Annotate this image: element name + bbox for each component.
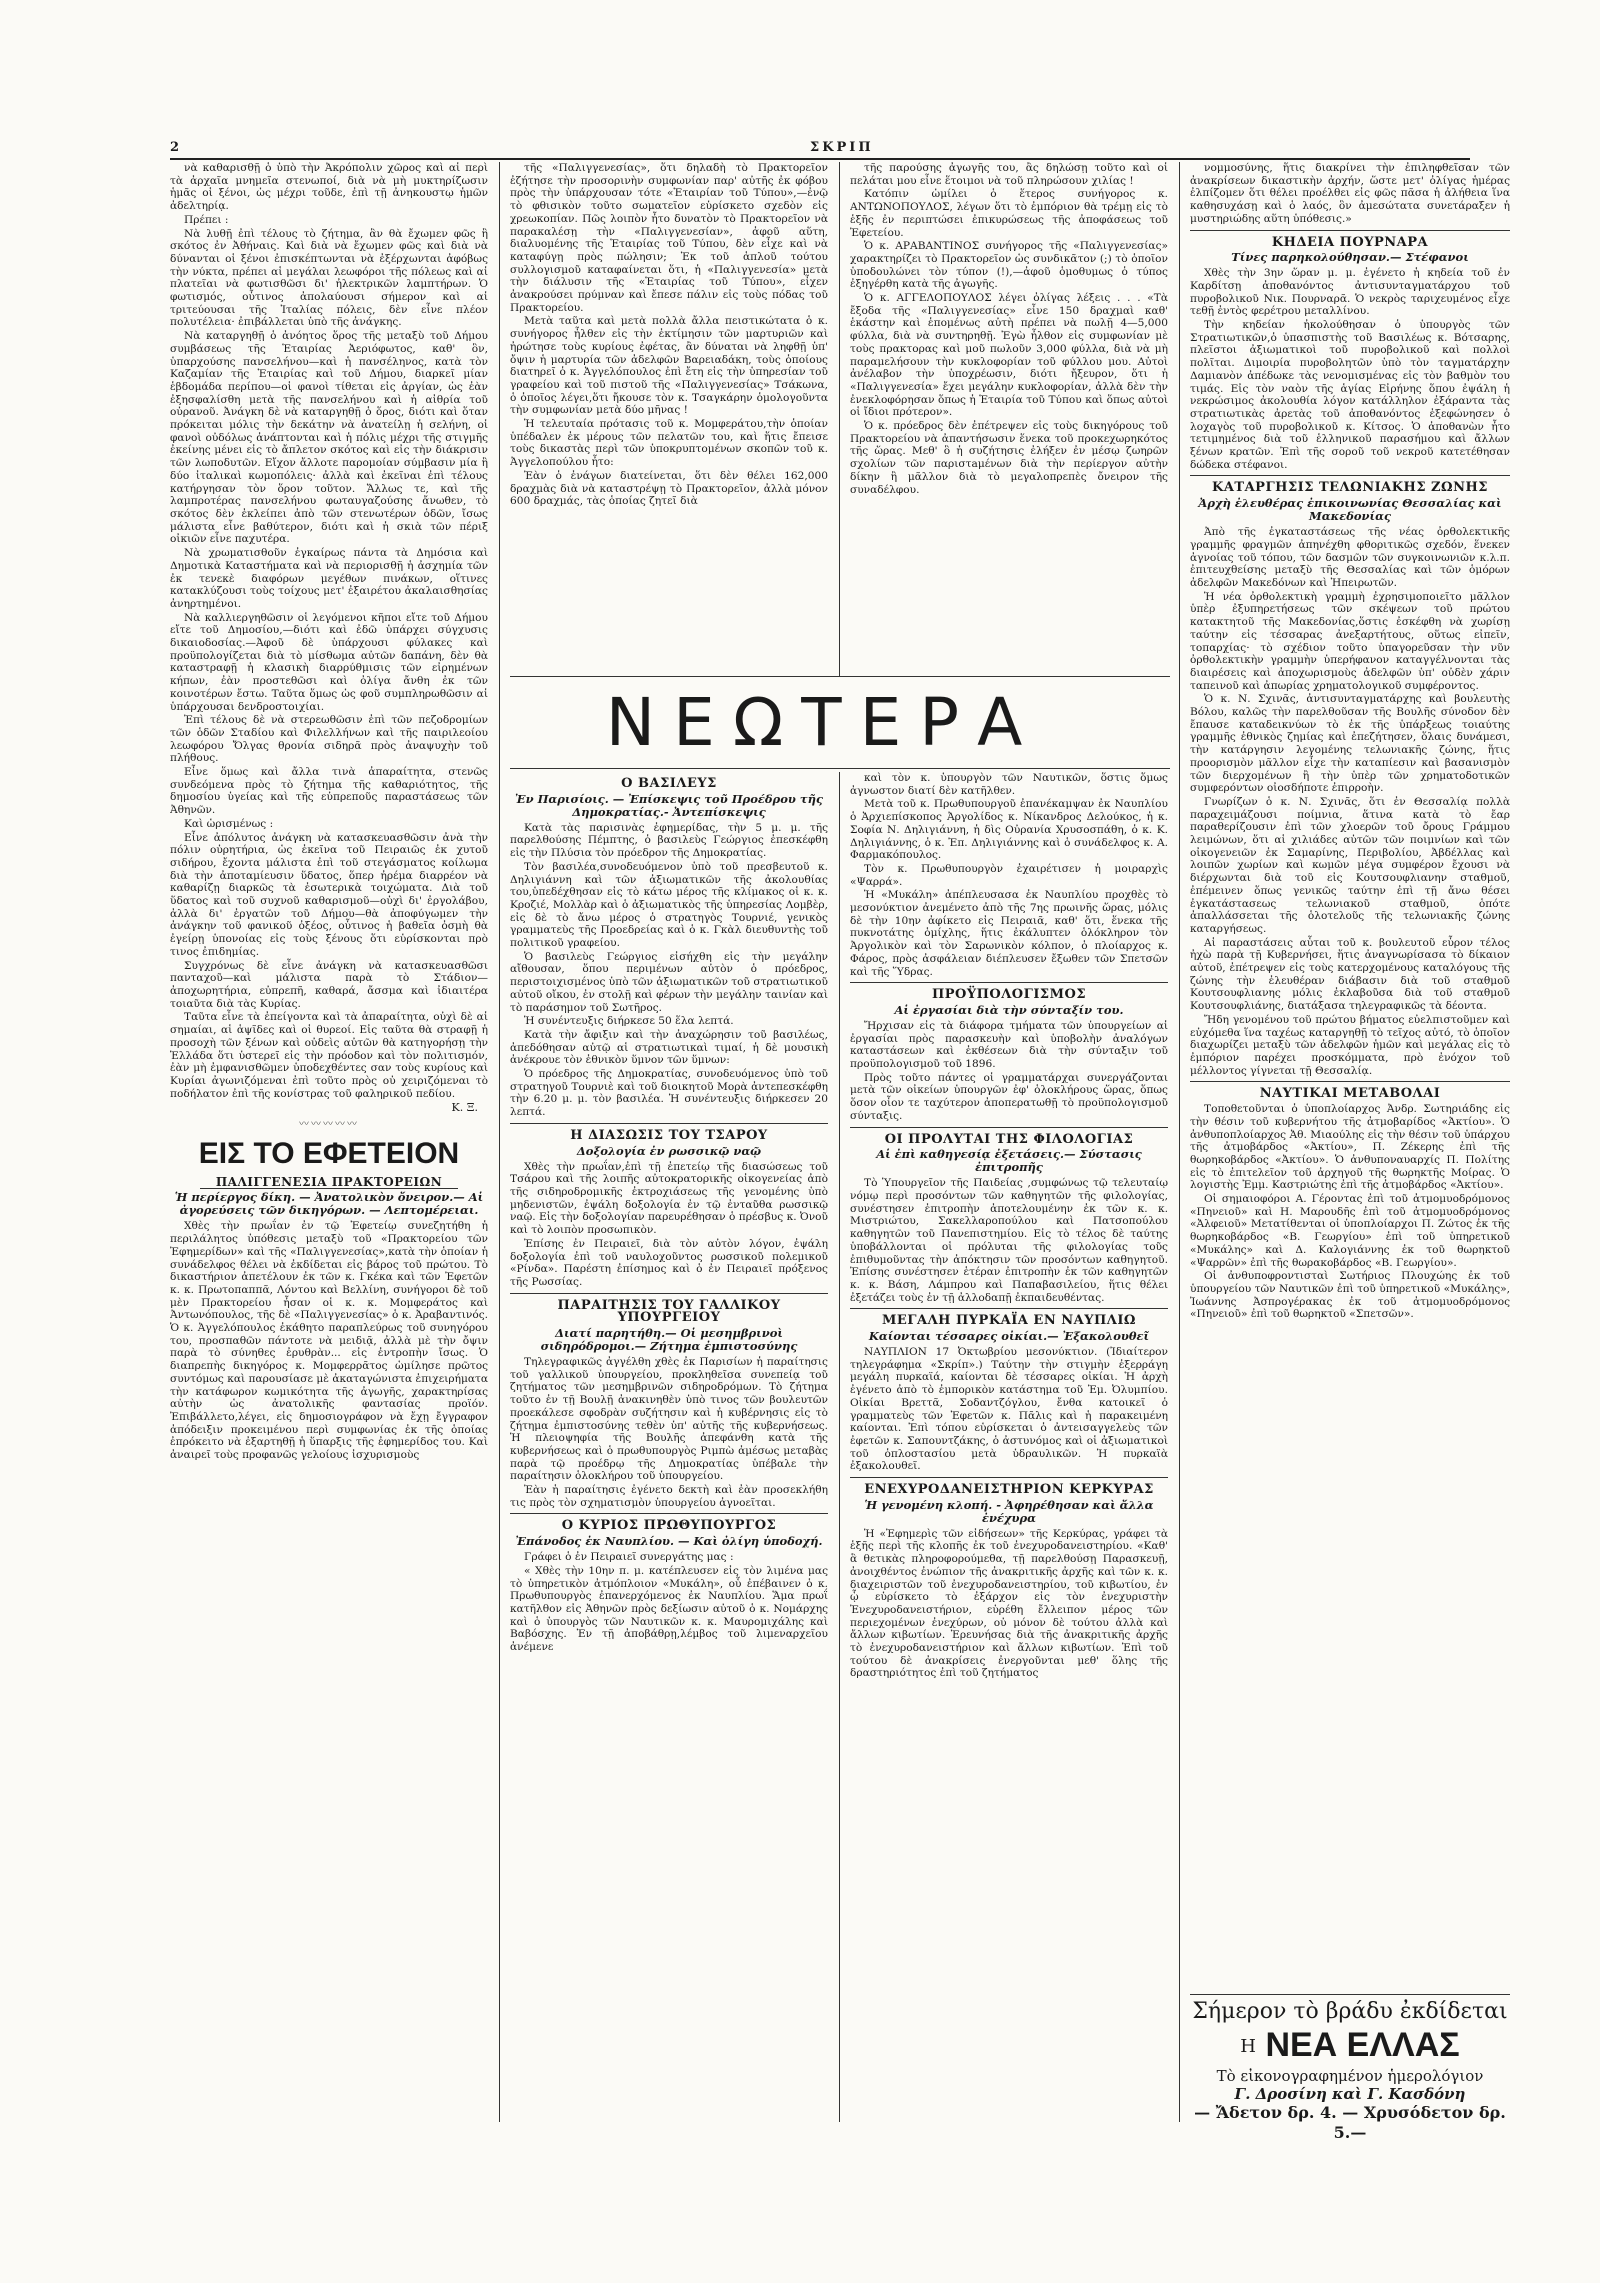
paragraph: Ἐπὶ τέλους δὲ νὰ στερεωθῶσιν ἐπὶ τῶν πεζοδρομίων τῶν ὁδῶν Σταδίου καὶ Φιλελλήνων καὶ τῆς παιριλεοίου λεωφόρου Ὄλγας θρονία σιδηρᾶ πρὸς ἀναψυχὴν τοῦ πλήθους. [170,714,488,765]
paragraph: Εἶνε ὅμως καὶ ἄλλα τινὰ ἀπαραίτητα, στενῶς συνδεόμενα πρὸς τὸ ζήτημα τῆς καθαριότητος, τῆς δημοσίου ὑγείας καὶ τῆς εὐπρεποῦς παραστάσεως τῶν Ἀθηνῶν. [170,766,488,817]
paragraph: Ἡ «Μυκάλη» ἀπέπλευσασα ἐκ Ναυπλίου προχθὲς τὸ μεσονύκτιον ἀνεμένετο ἀπὸ τῆς 7ης πρωινῆς ὥρας, μόλις δὲ τὴν 10ην ἀφίκετο εἰς Πειραιᾶ, καθ' ὅτι, ἕνεκα τῆς πυκνοτάτης ὁμίχλης, ἥτις ἐκάλυπτεν ὁλόκληρον τὸν Ἀργολικὸν καὶ τὸν Σαρωνικὸν κόλπον, ὁ πλοίαρχος κ. Φάρος, πρὸς ἀσφάλειαν διέπλευσεν ἔξωθεν τῶν Σπετσῶν καὶ τῆς Ὕδρας. [850,889,1168,978]
paragraph: Ὁ κ. ΑΓΓΕΛΟΠΟΥΛΟΣ λέγει ὀλίγας λέξεις . . . «Τὰ ἔξοδα τῆς «Παλιγγενεσίας» εἶνε 150 δραχμαὶ καθ' ἑκάστην καὶ ἑπομένως αὐτὴ πρέπει νὰ πωλῇ 4—5,000 φύλλα, διὰ νὰ συντηρηθῇ. Ἐγὼ ἦλθον εἰς συμφωνίαν μὲ τοὺς πρακτορας καὶ μοῦ πωλοῦν 3,000 φύλλα, διὰ νὰ μὴ παραμελήσουν τὴν κυκλοφορίαν τοῦ φύλλου μου. Αὐτοὶ ἀνέλαβον τὴν ὑποχρέωσιν, διότι ἤξευρον, ὅτι ἡ «Παλιγγενεσία» ἔχει μεγάλην κυκλοφορίαν, ἀλλὰ δὲν τὴν ἐνεκλοφόρησαν ὅπως ἡ Ἑταιρία τοῦ Τύπου καὶ ὅπως αὐτοὶ οἱ ἴδιοι πρότερον». [850,292,1168,419]
paragraph: Χθὲς τὴν 3ην ὥραν μ. μ. ἐγένετο ἡ κηδεία τοῦ ἐν Καρδίτσῃ ἀποθανόντος ἀντισυνταγματάρχου τοῦ πυροβολικοῦ Νικ. Πουρναρᾶ. Ὁ νεκρὸς ταριχευμένος εἶχε τεθῇ ἐντὸς φερέτρου μεταλλίνου. [1190,267,1510,318]
subheadline-enex: Ἡ γενομένη κλοπή. - Ἀφηρέθησαν καὶ ἄλλα ἐνέχυρα [864,1497,1154,1525]
paragraph: ΝΑΥΠΛΙΟΝ 17 Ὀκτωβρίου μεσονύκτιον. (Ἰδιαίτερον τηλεγράφημα «Σκρίπ».) Ταύτην τὴν στιγμὴν ἐξερράγη μεγάλη πυρκαϊά, καίονται δὲ τέσσαρες οἰκίαι. Ἡ ἀρχὴ ἐγένετο ἀπὸ τὸ ἐμπορικὸν κατάστημα τοῦ Ἐμ. Ὀλυμπίου. Οἰκίαι Βρεττᾶ, Σοδαντζόγλου, ἔνθα κατοικεῖ ὁ γραμματεὺς τῶν Ἐφετῶν κ. Πᾶλις καὶ ἡ παρακειμένη καίονται. Ἐπὶ τόπου εὑρίσκεται ὁ ἀντεισαγγελεὺς τῶν ἐφετῶν κ. Σαπουντζάκης, ὁ ἀστυνόμος καὶ οἱ ἀξιωματικοὶ τοῦ ὁπλοστασίου μετὰ ὑδραυλικῶν. Ἡ πυρκαϊὰ ἐξακολουθεῖ. [850,1346,1168,1473]
section-rule [850,1308,1168,1309]
paragraph: τῆς παρούσης ἀγωγῆς του, ἂς δηλώσῃ τοῦτο καὶ οἱ πελάται μου εἶνε ἕτοιμοι νὰ τοῦ πληρώσουν χιλίας ! [850,162,1168,187]
headline-diasosis: Η ΔΙΑΣΩΣΙΣ ΤΟΥ ΤΣΑΡΟΥ [570,1127,768,1143]
paragraph: Ἤδη γενομένου τοῦ πρώτου βήματος εὐελπιστοῦμεν καὶ εὐχόμεθα ἵνα ταχέως καταργηθῇ τὸ τεῖχος αὐτό, τὸ ὁποῖον διαχωρίζει μεταξὺ τῶν ἀδελφῶν ἡμῶν καὶ μεγάλας εἰς τὸ ἐμπόριον παρέχει προσκόμματα, πρὸ ἐνόχον τοῦ μέλλοντος γίγνεται τῇ Θεσσαλίᾳ. [1190,1013,1510,1077]
paragraph: τῆς «Παλιγγενεσίας», ὅτι δηλαδὴ τὸ Πρακτορεῖον ἐζήτησε τὴν προσορινὴν συμφωνίαν παρ' αὐτῆς ἐκ φόβου πρὸς τὴν ὑπάρχουσαν τότε «Ἑταιρίαν τοῦ Τύπου»,—ἐνῷ τὸ φθισικὸν τοῦτο σωματεῖον εὑρίσκετο σχεδὸν εἰς χρεωκοπίαν. Πῶς λοιπὸν ἦτο δυνατὸν τὸ Πρακτορεῖον νὰ παρακαλέσῃ τὴν «Παλιγγενεσίαν», ἀφοῦ αὕτη, διαλυομένης τῆς Ἑταιρίας τοῦ Τύπου, δὲν εἶχε καὶ νὰ καταφύγῃ πρὸς πώλησιν; Ἐκ τοῦ ἁπλοῦ τούτου συλλογισμοῦ καταφαίνεται ὅτι, ἡ «Παλιγγενεσία» μετὰ τὴν διάλυσιν τῆς «Ἑταιρίας τοῦ Τύπου», εἶχεν ἀνακρούσει πρύμναν καὶ ἔπεσε πάλιν εἰς τοὺς πόδας τοῦ Πρακτορείου. [510,162,828,314]
column-divider-1 [499,162,500,2122]
headline-katargisis: ΚΑΤΑΡΓΗΣΙΣ ΤΕΛΩΝΙΑΚΗΣ ΖΩΝΗΣ [1212,480,1488,496]
ad-authors: Γ. Δροσίνη καὶ Γ. Κασδόνη [1234,2085,1466,2104]
paragraph: Εἶνε ἀπόλυτος ἀνάγκη νὰ κατασκευασθῶσιν ἀνὰ τὴν πόλιν οὐρητήρια, ὡς ἐκεῖνα τοῦ Πειραιῶς ἐκ χυτοῦ σιδήρου, ἔχοντα μάλιστα ἐπὶ τοῦ στεγάσματος κοίλωμα διὰ τὴν ἀποταμίευσιν ὕδατος, ὅπερ ἠρέμα διαρρέον νὰ καθαρίζῃ διαρκῶς τὰ ἐσωτερικὰ τοιχώματα. Διὰ τοῦ ὕδατος καὶ τοῦ συχνοῦ καθαρισμοῦ—οὐχὶ δι' ἐργολάβου, ἀλλὰ δι' ἐργατῶν τοῦ Δήμου—θὰ ἀποφύγωμεν τὴν ἀνάγκην τοῦ φανικοῦ ὀξέος, οὗτινος ἡ βαθεῖα ὀσμὴ θὰ ἐγείρῃ ὑπονοίας εἰς τοὺς ξένους ὅτι εὑρίσκονται πρὸ τινος ἐπιδημίας. [170,831,488,958]
section-rule [1190,475,1510,476]
ad-article: Η [1240,2036,1256,2058]
paragraph: Κατόπιν ὡμίλει ὁ ἕτερος συνήγορος κ. ΑΝΤΩΝΟΠΟΥΛΟΣ, λέγων ὅτι τὸ ἐμπόριον θὰ τρέμῃ εἰς τὸ ἑξῆς ἐν περιπτώσει ἐπικυρώσεως τῆς ἀποφάσεως τοῦ Ἐφετείου. [850,188,1168,239]
section-rule [1190,1081,1510,1082]
subheadline-paraitisis: Διατί παρητήθη.— Οἱ μεσημβρινοὶ σιδηρόδρομοι.— Ζήτημα ἐμπιστοσύνης [540,1326,798,1354]
page-number: 2 [170,140,180,155]
headline-naftikai: ΝΑΥΤΙΚΑΙ ΜΕΤΑΒΟΛΑΙ [1259,1086,1441,1102]
paragraph: Τὸν κ. Πρωθυπουργὸν ἐχαιρέτισεν ἡ μοιραρχὶς «Ψαρρά». [850,862,1168,888]
paragraph: Οἱ σημαιοφόροι Α. Γέροντας ἐπὶ τοῦ ἀτμομυοδρόμονος «Πηνειοῦ» καὶ Η. Μαρουδῆς ἐπὶ τοῦ ἀτμομυοδρόμονος «Ἀλφειοῦ» Μετατίθενται οἱ ὑποπλοίαρχοι Π. Ζώτος ἐκ τῆς θωρηκοβάρδος «Β. Γεωργίου» ἐπὶ τοῦ ὑπηρετικοῦ «Μυκάλης» καὶ Δ. Καλογιάννης ἐκ τοῦ θωρηκτοῦ «Ψαρρῶν» ἐπὶ τῆς θωρακοβάρδος «Β. Γεωργίου». [1190,1193,1510,1269]
ad-title [1190,2025,1510,2067]
decorative-rule: 〰〰〰〰〰 [299,1119,359,1131]
headline-proypologismos: ΠΡΟΫΠΟΛΟΓΙΣΜΟΣ [931,987,1087,1003]
column-2-top [510,162,828,674]
column-2-bottom [510,772,828,2122]
subheadline-katargisis: Ἀρχὴ ἐλευθέρας ἐπικοινωνίας Θεσσαλίας καὶ Μακεδονίας [1198,496,1502,524]
paragraph: Οἱ ἀνθυποφροντισταὶ Σωτήριος Πλουχώης ἐκ τοῦ ὑπουργείου τῶν Ναυτικῶν ἐπὶ τοῦ ὑπηρετικοῦ «Μυκάλης», Ἰωάννης Ἀσπρογέρακας ἐκ τοῦ ἀτμομυοδρόμονος «Πηνειοῦ» ἐπὶ τοῦ θωρηκτοῦ «Σπετσῶν». [1190,1270,1510,1321]
column-1 [170,162,488,2122]
paragraph: Πρὸς τοῦτο πάντες οἱ γραμματάρχαι συνεργάζονται μετὰ τῶν οἰκείων ὑπουργῶν ἐφ' ὁλοκλήρους ὥρας, ὅπως ὅσον οἷον τε ταχύτερον ἀποπερατωθῇ τὸ προϋπολογισμοῦ σύνταξις. [850,1071,1168,1122]
subheadline-proylates: Αἱ ἐπὶ καθηγεσίᾳ ἐξετάσεις.— Σύστασις ἐπιτροπῆς [876,1147,1142,1175]
banner-rule-top [510,676,1170,677]
header-rule [170,158,1470,160]
headline-efeteion: ΕΙΣ ΤΟ ΕΦΕΤΕΙΟΝ [198,1136,460,1170]
section-rule [510,1123,828,1124]
ad-rule-top [1190,1994,1510,1995]
headline-enexyrodaneistirion: ΕΝΕΧΥΡΟΔΑΝΕΙΣΤΗΡΙΟΝ ΚΕΡΚΥΡΑΣ [864,1482,1154,1498]
paragraph: Τὸν βασιλέα,συνοδευόμενον ὑπὸ τοῦ πρεσβευτοῦ κ. Δηλιγιάννη καὶ τῶν ἀξιωματικῶν τῆς ἀκολουθίας του,ὑπεδέχθησαν εἰς τὸ κάτω μέρος τῆς κλίμακος οἱ κ. κ. Κροζιέ, Μολλὰρ καὶ ὁ ἀξιωματικὸς τῆς ὑπηρεσίας Λομβὲρ, εἰς δὲ τὸ ἄνω μέρος ὁ στρατηγὸς Τουρνιέ, γενικὸς γραμματεὺς τῆς Προεδρείας καὶ ὁ κ. Γκὰλ διευθυντὴς τοῦ πολιτικοῦ γραφείου. [510,860,828,950]
paragraph: Συγχρόνως δὲ εἶνε ἀνάγκη νὰ κατασκευασθῶσι πανταχοῦ—καὶ μάλιστα παρὰ τὸ Στάδιον— ἀποχωρητήρια, εὐπρεπῆ, καθαρά, ἄσσμα καὶ ἰδιαιτέρα τοιαῦτα διὰ τὰς Κυρίας. [170,959,488,1010]
paragraph: Ὁ κ. ΑΡΑΒΑΝΤΙΝΟΣ συνήγορος τῆς «Παλιγγενεσίας» χαρακτηρίζει τὸ Πρακτορεῖον ὡς συνδικᾶτον (;) τὸ ὁποῖον ὑποδουλώνει τὸν τύπον (!),—ἀφοῦ ὁμοθυμως ὁ τύπος ἐξηγέρθη κατὰ τῆς ἀγωγῆς. [850,240,1168,291]
paragraph: Ταῦτα εἶνε τὰ ἐπείγοντα καὶ τὰ ἀπαραίτητα, οὐχὶ δὲ αἱ σημαίαι, αἱ ἁψῖδες καὶ οἱ θυρεοί. Εἰς ταῦτα θὰ στραφῇ ἡ προσοχὴ τῶν ξένων καὶ οὐδεὶς αὐτῶν θὰ κατηγορήσῃ τὴν Ἑλλάδα ὅτι ὑστερεῖ εἰς τὴν πρόοδον καὶ τὸν πολιτισμόν, ἐὰν μὴ ἐμφανισθῶμεν ὑποδεχθέντες σαν τοὺς κυρίους καὶ Κυρίαι ἀγωνιζόμεναι ἐπὶ τοῦτο πρὸς οὐ χειριζόμεναι τὸ ποδήλατον ἐπὶ τῆς κονίστρας τοῦ φαληρικοῦ πεδίου. [170,1011,488,1100]
headline-kyrios-prothypourgos: Ο ΚΥΡΙΟΣ ΠΡΩΘΥΠΟΥΡΓΟΣ [561,1518,777,1534]
paragraph: Τοποθετοῦνται ὁ ὑποπλοίαρχος Ἀνδρ. Σωτηριάδης εἰς τὴν θέσιν τοῦ κυβερνήτου τῆς ἀτμοβαρίδος «Ἀκτίου». Ὁ ἀνθυποπλοίαρχος Ἀθ. Μιαούλης εἰς τὴν θέσιν τοῦ ὑπάρχου τῆς ἀτμοβάρδος «Ἀκτίου», Π. Ζέκερης ἐπὶ τῆς θωρηκοβάρδος «Ἀκτίου». Ὁ ἀνθυποναυαρχίς Π. Πολίτης εἰς τὸ ἐπιτελεῖον τοῦ ἀρχηγοῦ τῆς θωρηκτῆς Μοίρας. Ὁ λογιστὴς Ἐμμ. Καστριώτης ἐπὶ τῆς ἀτμοβάρδος «Ἀκτίου». [1190,1103,1510,1192]
paragraph: Ἡ νέα ὀρθολεκτικὴ γραμμὴ ἐχρησιμοποιεῖτο μᾶλλον ὑπὲρ ἐξυπηρετήσεως τῶν σκέψεων τοῦ πρώτου κατακτητοῦ τῆς Μακεδονίας,ὅστις ἐσκέφθη νὰ χωρίσῃ ταύτην εἰς τέσσαρας ἀνεξαρτήτους, οὕτως εἰπεῖν, τοπαρχίας· τὸ σχέδιον τοῦτο ὑπαγορεῦσαν τὴν νῦν ὀρθολεκτικὴν γραμμὴν ὑπερήφανον καταγγέλνονται τὰς διαιρέσεις καὶ ἀποχωρισμοὺς ἀδελφῶν ὑπ' οὐδὲν χάριν ταπεινοῦ καὶ ἀπωρίας χρηματολογικοῦ συμφέροντος. [1190,590,1510,692]
paragraph: Ἡ συνέντευξις διήρκεσε 50 ἕλα λεπτά. [524,1015,734,1028]
paragraph: Ἐὰν ὁ ἐνάγων διατείνεται, ὅτι δὲν θέλει 162,000 δραχμὰς διὰ νὰ καταστρέψῃ τὸ Πρακτορεῖον, ἀλλὰ μόνον 600 δραχμάς, τὰς ὁποίας ζητεῖ διὰ [510,469,828,508]
headline-proylates: ΟΙ ΠΡΟΛΥΤΑΙ ΤΗΣ ΦΙΛΟΛΟΓΙΑΣ [884,1131,1134,1147]
paragraph: Ὁ κ. πρόεδρος δὲν ἐπέτρεψεν εἰς τοὺς δικηγόρους τοῦ Πρακτορείου νὰ ἀπαντήσωσιν ἕνεκα τοῦ προκεχωρηκότος τῆς ὥρας. Μεθ' ὃ ἡ συζήτησις ἐλήξεν ἐν μέσῳ ζωηρῶν σχολίων τῶν παριστaμένων διὰ τὴν περίεργον αὐτὴν δίκην ἢ μᾶλλον διὰ τὸ μεγαλοπρεπὲς ὄνειρον τῆς συναδέλφου. [850,420,1168,496]
subheadline-vasilefs: Ἐν Παρισίοις. — Ἐπίσκεψις τοῦ Προέδρου τῆς Δημοκρατίας.- Ἀντεπίσκεψις [515,791,823,819]
section-rule [510,1513,828,1514]
subheadline-kyrios: Ἐπάνοδος ἐκ Ναυπλίου. — Καὶ ὀλίγη ὑποδοχή. [515,1534,823,1549]
paragraph: Αἱ παραστάσεις αὗται τοῦ κ. βουλευτοῦ εὗρον τέλος ἠχὼ παρὰ τῇ Κυβερνήσει, ἥτις ἀναγνωρίσασα τὸ δίκαιον αὐτοῦ, ἐπέτρεψεν εἰς τοὺς κατερχομένους καταλόγους τῆς ζώνης τὴν ἐλευθέραν διάβασιν διὰ τοῦ σταθμοῦ Κουτσουφλιανης μόλις ἐκλαβοῦσα διὰ τοῦ σταθμοῦ Κουτσουφλιάνης, διατάξασα τηλεγραφικῶς τὰ δέοντα. [1190,936,1510,1013]
page-header [170,140,1470,160]
subheadline-efeteion: Ἡ περίεργος δίκη. — Ἀνατολικὸν ὄνειρον.— Αἱ ἀγορεύσεις τῶν δικηγόρων. — Λεπτομέρειαι. [174,1190,484,1218]
ad-line-1: Σήμερον τὸ βράδυ ἐκδίδεται [1192,1999,1508,2024]
paragraph: Νὰ καταργηθῇ ὁ ἀνόητος ὅρος τῆς μεταξὺ τοῦ Δήμου συμβάσεως τῆς Ἑταιρίας Ἀεριόφωτος, καθ' ὃν, ὑπαρχούσης πανσελήνου—καὶ ἡ πανσέληνος, κατὰ τὸν Καζαμίαν τῆς Ἑταιρίας καὶ τοῦ Δήμου, διαρκεῖ μίαν ἑβδομάδα περίπου—οἱ φανοὶ τίθεται εἰς ἀργίαν, ὡς ἐὰν ἐξησφαλίσθη μετὰ τῆς πανσελήνου καὶ ἡ αἰθρία τοῦ οὐρανοῦ. Ἀνάγκη δὲ νὰ καταργηθῇ ὁ ὅρος, διότι καὶ ὅταν πρόκειται μόλις τὴν δεκάτην νὰ ἀνατείλῃ ἡ σελήνη, οἱ φανοὶ οὐδόλως ἀνάπτονται καὶ ἡ πόλις μέχρι τῆς στιγμῆς ἐκείνης μένει εἰς τὸ ἄπλετον σκότος καὶ εἰς τὴν διάκρισιν τῶν λωποδυτῶν. Εἴχον ἄλλοτε παρομοίαν σύμβασιν μία ἢ δύο ἰταλικαὶ κωμοπόλεις· ἀλλὰ καὶ ἐκεῖναι ἐπὶ τέλους κατήργησαν τὸν ὅρον τοῦτον. Ἄλλως τε, καὶ τῆς λαμπροτέρας πανσελήνου φωταυγαζούσης ἄνωθεν, τὸ σκότος δὲν ἐκλείπει ἀπὸ τῶν στενωτέρων ὁδῶν, ἴσως μάλιστα εἶνε βαθύτερον, διότι καὶ ἡ σκιὰ τῶν πέριξ οἰκιῶν εἶνε παχυτέρα. [170,330,488,546]
paragraph: « Χθὲς τὴν 10ην π. μ. κατέπλευσεν εἰς τὸν λιμένα μας τὸ ὑπηρετικὸν ἀτμόπλοιον «Μυκάλη», οὗ ἐπέβαινεν ὁ κ. Πρωθυπουργὸς ἐπανερχόμενος ἐκ Ναυπλίου. Ἅμα πρωΐ κατῆλθον εἰς Ἀθηνῶν πρὸς δεξίωσιν αὐτοῦ ὁ κ. Νομάρχης καὶ ὁ ὑπουργὸς τῶν Ναυτικῶν κ. κ. Μαυρομιχάλης καὶ Βαβόσχης. Ἐν τῇ ἀποβάθρῃ,λέμβος τοῦ λιμεναρχεῖου ἀνέμενε [510,1564,828,1654]
article-signature: Κ. Ξ. [451,1101,478,1115]
paragraph: Νὰ καλλιεργηθῶσιν οἱ λεγόμενοι κῆποι εἴτε τοῦ Δήμου εἴτε τοῦ Δημοσίου,—διότι καὶ ἐδῶ ὑπάρχει σύγχυσις δικαιοδοσίας.—Ἀφοῦ δὲ ὑπάρχουσι φύλακες καὶ προϋπολογίζεται διὰ τὸ μίσθωμα αὐτῶν δαπάνη, δὲν θὰ καταστραφῇ ἡ κλασικὴ διαρρύθμισις τῶν εἰρημένων κήπων, ἐὰν προστεθῶσι καὶ ὀλίγα ἄνθη ἐκ τῶν κοινοτέρων ἔστω. Ταῦτα ὅμως ὡς φοῦ συμπληρωθῶσιν αἱ ὑπάρχουσαι δενδροστοιχίαι. [170,611,488,713]
paragraph: Ὁ βασιλεὺς Γεώργιος εἰσήχθη εἰς τὴν μεγάλην αἴθουσαν, ὅπου περιμένων αὐτὸν ὁ πρόεδρος, περιστοιχισμένος ὑπὸ τῶν ἀξιωματικῶν τοῦ στρατιωτικοῦ αὐτοῦ οἴκου, ἐν στολῇ καὶ φέρων τὴν μεγάλην ταινίαν καὶ τὸ παράσημον τοῦ Σωτῆρος. [510,950,828,1014]
section-rule [850,982,1168,983]
paragraph: Πρέπει : [184,213,229,226]
paragraph: νὰ καθαρισθῇ ὁ ὑπὸ τὴν Ἀκρόπολιν χῶρος καὶ αἱ περὶ τὰ ἀρχαῖα μνημεῖα στενωποί, διὰ νὰ μὴ μυκτηρίζωσιν ἡμᾶς οἱ ξένοι, ὡς μέχρι τοῦδε, ἐπὶ τῇ ἀνηκουστῳ ἡμῶν ἀδελτηρίᾳ. [170,162,488,213]
paragraph: Τὸ Ὑπουργεῖον τῆς Παιδείας ,συμφώνως τῷ τελευταίῳ νόμῳ περὶ προσόντων τῶν καθηγητῶν τῆς φιλολογίας, συνέστησεν ἐπιτροπὴν ἀποτελουμένην ἐκ τῶν κ. κ. Μιστριώτου, Σακελλαροπούλου καὶ Πατσοπούλου καθηγητῶν τοῦ Πανεπιστημίου. Εἰς τὸ τέλος δὲ ταύτης ὑποβάλλονται οἱ πρόλυται τῆς φιλολογίας τοῦς ἐπιθυμοῦντας τὴν ἀπόκτησιν τῶν προσόντων καθηγητοῦ. Ἐπίσης συνέστησεν ἑτέραν ἐπιτροπὴν ἐκ τῶν καθηγητῶν κ. κ. Βάση, Λάμπρου καὶ Παπαβασιλείου, ἥτις θέλει ἐξετάζει τοὺς ἐν τῇ ἀλλοδαπῇ ἐκπαιδευθέντας. [850,1177,1168,1304]
subheadline-pyrkaia: Καίονται τέσσαρες οἰκίαι.— Ἐξακολουθεῖ [868,1329,1150,1344]
paragraph: Μετὰ ταῦτα καὶ μετὰ πολλὰ ἄλλα πειστικώτατα ὁ κ. συνήγορος ἦλθεν εἰς τὴν ἐκτίμησιν τῶν μαρτυριῶν καὶ ἠρώτησε τοὺς κυρίους ἐφέτας, ἂν δύναται νὰ ληφθῇ ὑπ' ὄψιν ἡ μαρτυρία τῶν ἀδελφῶν Βαρειαδάκη, τοὺς ὁποίους διατηρεῖ ὁ κ. Ἀγγελόπουλος ἐπὶ ἔτη εἰς τὴν ὑπηρεσίαν τοῦ γραφείου καὶ τοῦ πιστοῦ τῆς «Παλιγγενεσίας» Τσάκωνα, ὁ ὁποῖος λέγει,ὅτι ἤκουσε τὸν κ. Τσαγκάρην ὁμολογοῦντα τὴν συμφωνίαν μετὰ δύο μῆνας ! [510,315,828,417]
subheadline-kideia: Τίνες παρηκολούθησαν.— Στέφανοι [1231,250,1469,265]
column-divider-2-bottom [839,772,840,2122]
banner-rule-bottom [510,768,1170,769]
subheadline-proypologismos: Αἱ ἐργασίαι διὰ τὴν σύνταξίν του. [894,1002,1124,1017]
headline-paraitisis: ΠΑΡΑΙΤΗΣΙΣ ΤΟΥ ΓΑΛΛΙΚΟΥ ΥΠΟΥΡΓΕΙΟΥ [557,1297,781,1326]
paragraph: Ἐὰν ἡ παραίτησις ἐγένετο δεκτὴ καὶ ἐὰν προσεκλήθη τις πρὸς τὸν σχηματισμὸν ὑπουργείου ἀγνοεῖται. [510,1484,828,1509]
section-rule [850,1477,1168,1478]
paragraph: Χθὲς τὴν πρωΐαν,ἐπὶ τῇ ἐπετείῳ τῆς διασώσεως τοῦ Τσάρου καὶ τῆς λοιπῆς αὐτοκρατορικῆς οἰκογενείας ἀπὸ τῆς σιδηροδρομικῆς ἐκτροχιάσεως τῆς γενομένης ὑπὸ μηδενιστῶν, ἐψάλη δοξολογία ἐν τῷ ἐνταῦθα ρωσσικῷ ναῷ. Εἰς τὴν δοξολογίαν παρευρέθησαν ὁ πρέσβυς κ. Ὀνοῦ καὶ τὸ λοιπὸν προσωπικὸν. [510,1160,828,1237]
column-4 [1190,162,1510,1982]
paragraph: Γνωρίζων ὁ κ. Ν. Σχινᾶς, ὅτι ἐν Θεσσαλίᾳ πολλὰ παραχειμάζουσι ποίμνια, ἅτινα κατὰ τὸ ἔαρ παραθερίζουσιν ἐπὶ τῶν χλοερῶν τοῦ ὄρους Γράμμου λειμώνων, ὅτι αἱ χιλιάδες αὐτῶν τῶν ποιμνίων καὶ τῶν οἰκογενειῶν ἐκ Σαμαρίνης, Περιβολίου, Ἀβδέλλας καὶ λοιπῶν χωρίων καὶ κωμῶν μέγα συμφέρον ἔχουσι νὰ διέρχωνται διὰ τοῦ εἰς Κουτσουφλιανην σταθμοῦ, ἐπέμεινεν ὅπως γενικῶς ταύτην ἐπὶ τῇ ἄνω θέσει ἐγκατάστασεως τελωνιακοῦ σταθμοῦ, ὁπότε ἀπαλλάσσεται τῆς ὁλοτελοῦς τῆς τελωνιακῆς ζώνης καταργήσεως. [1190,795,1510,935]
subheadline-diasosis: Δοξολογία ἐν ρωσσικῷ ναῷ [576,1143,762,1158]
column-3-top [850,162,1168,674]
paragraph: Κατὰ τὰς παρισινὰς ἐφημερίδας, τὴν 5 μ. μ. τῆς παρελθούσης Πέμπτης, ὁ βασιλεὺς Γεώργιος ἐπεσκέφθη εἰς τὴν Πλύσια τὸν πρόεδρον τῆς Δημοκρατίας. [510,821,828,860]
banner-neotera: ΝΕΩΤΕΡΑ [605,684,1041,761]
section-rule [850,1127,1168,1128]
headline-pyrkaia: ΜΕΓΑΛΗ ΠΥΡΚΑΪΑ ΕΝ ΝΑΥΠΛΙΩ [881,1313,1136,1329]
paragraph: Ἡ «Ἐφημερὶς τῶν εἰδήσεων» τῆς Κερκύρας, γράφει τὰ ἑξῆς περὶ τῆς κλοπῆς ἐκ τοῦ ἐνεχυροδανειστηρίου. «Καθ' ἃ θετικὰς πληροφορούμεθα, τῇ παρελθούσῃ Παρασκευῇ, ἀνοιχθέντος ἐνώπιον τῆς ἀνακριτικῆς ἀρχῆς καὶ τῶν κ. κ. διαχειριστῶν τοῦ ἐνεχυροδανειστηρίου, τοῦ κιβωτίου, ἐν ᾧ εὑρίσκετο τὸ ἐξάρχον εἰς τὸν ἐνεχυριστὴν Ἐνεχυροδανειστήριον, εὑρέθη ἔλλειπον μέρος τῶν περιεχομένων ἐνεχύρων, οὐ μόνον δὲ τούτου ἀλλὰ καὶ ἄλλων κιβωτίων. Ἐρευνήσας διὰ τῆς ἀνακριτικῆς ἀρχῆς τὸ ἐνεχυροδανειστήριον καὶ ἄλλων κιβωτίων. Ἐπὶ τοῦ τούτου δὲ ἀνακρίσεις ἐνεργοῦνται μεθ' ὅλης τῆς δραστηριότητος ἐπὶ τοῦ ζητήματος [850,1527,1168,1680]
ad-prices: — Ἄδετον δρ. 4. — Χρυσόδετον δρ. 5.— [1194,2103,1506,2143]
paragraph: Ἐπίσης ἐν Πειραιεῖ, διὰ τὸν αὐτὸν λόγον, ἐψάλη δοξολογία ἐπὶ τοῦ ναυλοχοῦντος ρωσσικοῦ πολεμικοῦ «Ρίνδα». Παρέστη ἐπίσημος καὶ ὁ ἐν Πειραιεῖ πρόξενος τῆς Ρωσσίας. [510,1237,828,1288]
paragraph: Καὶ ὡρισμένως : [184,817,274,830]
section-rule [1190,230,1510,231]
paper-name: ΣΚΡΙΠ [810,140,874,155]
paragraph: Χθὲς τὴν πρωΐαν ἐν τῷ Ἐφετείῳ συνεζητήθη ἡ περιλάλητος ὑπόθεσις μεταξὺ τοῦ «Πρακτορείου τῶν Ἐφημερίδων» καὶ τῆς «Παλιγγενεσίας»,κατὰ τὴν ὁποίαν ἡ συνάδελφος θέλει νὰ ἐκδίδεται εἰς βάρος τοῦ πρώτου. Τὸ δικαστήριον ἀπετέλουν ἐκ τῶν κ. Γκέκα καὶ τῶν Ἐφετῶν κ. κ. Πρωτοπαππᾶ, Λόντου καὶ Βελλίνη, συνήγοροι δὲ τοῦ μὲν Πρακτορείου ἦσαν οἱ κ. κ. Μομφεράτος καὶ Ἀντωνόπουλος, τῆς δὲ «Παλιγγενεσίας» ὁ κ. Ἀραβαντινός. Ὁ κ. Ἀγγελόπουλος ἐκάθητο παραπλεύρως τοῦ συνηγόρου του, προσπαθῶν πάντοτε νὰ μειδιᾷ, ἀλλὰ μὲ τὴν ὄψιν παρὰ τὸ σύνηθες ἐρυθρὰν... εἰς ἐντροπὴν ἴσως. Ὁ διαπρεπὴς δικηγόρος κ. Μομφερρᾶτος ὡμίλησε πρῶτος συντόμως καὶ παρουσίασε μὲ ἀκαταγώνιστα ἐπιχειρήματα τὴν κατάφωρον κωμικότητα τῆς ἀγωγῆς, χαρακτηρίσας αὐτὴν ὡς ἀνατολικῆς φαντασίας προϊόν. Ἐπιβάλλετο,λέγει, εἰς δημοσιογράφον νὰ ἔχῃ ἔγγραφον ἀπόδειξιν προκειμένου περὶ συμφωνίας ἐκ τῆς ὁποίας ἐπρόκειτο νὰ ἐξαρτηθῇ ἡ ὕπαρξις τῆς ἐφημερίδος του. Καὶ ἀναιρεῖ τοὺς προφανῶς γελοίους ἰσχυρισμοὺς [170,1220,488,1462]
section-rule [510,1293,828,1294]
paragraph: Ὁ κ. Ν. Σχινᾶς, ἀντισυνταγματάρχης καὶ βουλευτὴς Βόλου, καλῶς τὴν παρελθοῦσαν τῆς Βουλῆς σύνοδον δὲν ἔπαυσε καταδεικνύων τὸ ἐκ τῆς ὑπάρξεως τοιαύτης γραμμῆς ἐθνικὸς ζημίας καὶ ἐπεζήτησεν, ὅλαις δυνάμεσι, τὴν κατάργησιν λεγομένης τελωνιακῆς ζώνης, ἥτις προορισμὸν μᾶλλον εἶχε τὴν καταπίεσιν καὶ βασανισμὸν τῶν διερχομένων ἢ τὴν ὑπὲρ τῶν χρηματοδοτικῶν συμφερόντων οἰοσδήποτε ἐπιρροὴν. [1190,693,1510,795]
paragraph: Ἡ τελευταία πρότασις τοῦ κ. Μομφεράτου,τὴν ὁποίαν ὑπέδαλεν ἐκ μέρους τῶν πελατῶν του, καὶ ἥτις ἔπεισε τοὺς δικαστὰς περὶ τῶν ὑποκρυπτομένων σκοπῶν τοῦ κ. Ἀγγελοπούλου ἦτο: [510,418,828,469]
headline-vasilefs: Ο ΒΑΣΙΛΕΥΣ [621,776,717,791]
paragraph: Κατὰ τὴν ἄφιξιν καὶ τὴν ἀναχώρησιν τοῦ βασιλέως, ἀπεδόθησαν αὐτῷ αἱ στρατιωτικαὶ τιμαί, ἡ δὲ μουσικὴ ἀνέκρουε τὸν ἐθνικὸν ὕμνον τῶν ὕμνων: [510,1028,828,1067]
column-3-bottom [850,772,1168,2122]
paragraph: νομμοσύνης, ἥτις διακρίνει τὴν ἐπιληφθεῖσαν τῶν ἀνακρίσεων δικαστικὴν ἀρχήν, ὥστε μετ' ὀλίγας ἡμέρας ἐλπίζομεν ὅτι θέλει προέλθει εἰς φῶς πᾶσα ἡ ἀλήθεια ἵνα καθησυχάσῃ καὶ ὁ λαός, ὃν ἀμεσώτατα συνετάραξεν ἡ μυστηριώδης αὕτη ὑπόθεσις.» [1190,162,1510,225]
paragraph: Ἀπὸ τῆς ἐγκαταστάσεως τῆς νέας ὀρθολεκτικῆς γραμμῆς φραγμῶν ἀπηνέχθη φθοριτικῶς σχεδόν, ἕνεκεν ἀγνοίας τοῦ τόπου, τῶν δασμῶν τῶν συγκοινωνιῶν κ.λ.π. ἐπιτευχθείσης μεταξὺ τῆς Θεσσαλίας καὶ τῶν ὁμόρων ἀδελφῶν Μακεδόνων καὶ Ἠπειρωτῶν. [1190,526,1510,589]
headline-kideia: ΚΗΔΕΙΑ ΠΟΥΡΝΑΡΑ [1271,234,1429,250]
ad-title-text: ΝΕΑ ΕΛΛΑΣ [1265,2026,1460,2064]
paragraph: Νὰ χρωματισθοῦν ἐγκαίρως πάντα τὰ Δημόσια καὶ Δημοτικὰ Καταστήματα καὶ νὰ περιορισθῇ ἡ ἀσχημία τῶν ἐκ τενεκὲ διαφόρων μεγέθων πινάκων, οἵτινες κατακλύζουσι τοὺς τοίχους μετ' ἐξαιρέτου ἀκαλαισθησίας ἀνηρτημένοι. [170,547,488,610]
column-divider-3 [1179,162,1180,2122]
advertisement-nea-ellas [1190,1990,1510,2143]
paragraph: Νὰ λυθῇ ἐπὶ τέλους τὸ ζήτημα, ἂν θὰ ἔχωμεν φῶς ἢ σκότος ἐν Ἀθήναις. Καὶ διὰ νὰ ἔχωμεν φῶς καὶ διὰ νὰ δύνανται οἱ ξένοι ἐπισκέπτωνται νὰ ἐξέρχωνται ἀφόβως τὴν νύκτα, πρέπει αἱ μεγάλαι λεωφόροι τῆς πόλεως καὶ αἱ πλατεῖαι νὰ φωτισθῶσι δι' ἠλεκτρικῶν λαμπτήρων. Ὁ φωτισμός, οὗτινος ἀπολαύουσι σήμερον καὶ αἱ τριτεύουσαι τῆς Ἰταλίας πόλεις, δὲν εἶνε πλέον πολυτέλεια· ἐπιβάλλεται ὑπὸ τῆς ἀνάγκης. [170,227,488,329]
paragraph: Ἤρχισαν εἰς τὰ διάφορα τμήματα τῶν ὑπουργείων αἱ ἐργασίαι πρὸς παρασκευὴν καὶ ὑποβολὴν ἀναλόγων καταστάσεων καὶ ἐκθέσεων διὰ τὴν σύνταξιν τοῦ προϋπολογισμοῦ τοῦ 1896. [850,1019,1168,1071]
paragraph: καὶ τὸν κ. ὑπουργὸν τῶν Ναυτικῶν, ὅστις ὅμως ἀγνωστον διατί δὲν κατῆλθεν. [850,772,1168,797]
paragraph: Τὴν κηδείαν ἠκολούθησαν ὁ ὑπουργὸς τῶν Στρατιωτικῶν,ὁ ὑπασπιστὴς τοῦ Βασιλέως κ. Βότσαρης, πλεῖστοι ἀξιωματικοὶ τοῦ πυροβολικοῦ καὶ πολλοὶ πολῖται. Διμοιρία πυροβολητῶν ὑπὸ τὸν ταγματάρχην Δαμιανὸν ἀπέδωκε τὰς νενομισμένας εἰς τὸν βαθμὸν του τιμάς. Εἰς τὸν ναὸν τῆς ἁγίας Εἰρήνης ὅπου ἐψάλη ἡ νεκρώσιμος ἀκολουθία λόγον κατάλληλον ἐξάραντα τὰς στρατιωτικὰς ἀρετὰς τοῦ ἀποθανόντος ἐξεφώνησεν ὁ λοχαγὸς τοῦ πυροβολικοῦ κ. Κίτσος. Ὁ ἀποθανὼν ἦτο τετιμημένος διὰ τοῦ ἑλληνικοῦ παρασήμου καὶ ἄλλων ξένων κρατῶν. Ἐπὶ τῆς σοροῦ τοῦ νεκροῦ κατετέθησαν δώδεκα στέφανοι. [1190,319,1510,471]
paragraph: Γράφει ὁ ἐν Πειραιεῖ συνεργάτης μας : [524,1551,734,1564]
paragraph: Ὁ πρόεδρος τῆς Δημοκρατίας, συνοδευόμενος ὑπὸ τοῦ στρατηγοῦ Τουρνιὲ καὶ τοῦ διοικητοῦ Μορὰ ἀντεπεσκέφθη τὴν 6.20 μ. μ. τὸν βασιλέα. Ἡ συνέντευξις διήρκεσεν 20 λεπτά. [510,1068,828,1119]
headline-paliggenesia: ΠΑΛΙΓΓΕΝΕΣΙΑ ΠΡΑΚΤΟΡΕΙΩΝ [200,1176,458,1190]
paragraph: Μετὰ τοῦ κ. Πρωθυπουργοῦ ἐπανέκαμψαν ἐκ Ναυπλίου ὁ Ἀρχιεπίσκοπος Ἀργολίδος κ. Νίκανδρος Δελούκος, ἡ κ. Σοφία Ν. Δηλιγιάννη, ἡ δὶς Οὐρανία Χρυσοσπάθη, ὁ κ. Κ. Δηλιγιάννης, ὁ κ. Ἐπ. Δηλιγιάννης καὶ ὁ συνάδελφος κ. Α. Φαρμακόπουλος. [850,798,1168,862]
paragraph: Τηλεγραφικῶς ἀγγέλθη χθὲς ἐκ Παρισίων ἡ παραίτησις τοῦ γαλλικοῦ ὑπουργείου, προκληθεῖσα συνεπείᾳ τοῦ ζητήματος τῶν μεσημβρινῶν σιδηροδρόμων. Τὸ ζήτημα τοῦτο ἐν τῇ Βουλῇ ἀνακινηθὲν ὑπὸ τινος τῶν βουλευτῶν προεκάλεσε σφοδρὰν συζήτησιν καὶ ἠ κυβέρνησις εἰς τὸ ζήτημα ἐμπιστοσύνης τεθὲν ὑπ' αὐτῆς τῆς κυβερνήσεως. Ἡ πλειοψηφία τῆς Βουλῆς ἀπεφάνθη κατὰ τῆς κυβερνήσεως καὶ ὁ πρωθυπουργὸς Ριμπὼ ἀμέσως μεταβὰς παρὰ τῷ προέδρῳ τῆς Δημοκρατίας ὑπέβαλε τὴν παραίτησιν ὁλοκλήρου τοῦ ὑπουργείου. [510,1356,828,1483]
column-divider-2-top [839,162,840,676]
ad-line-3: Τὸ εἰκονογραφημένον ἡμερολόγιον [1216,2067,1484,2086]
